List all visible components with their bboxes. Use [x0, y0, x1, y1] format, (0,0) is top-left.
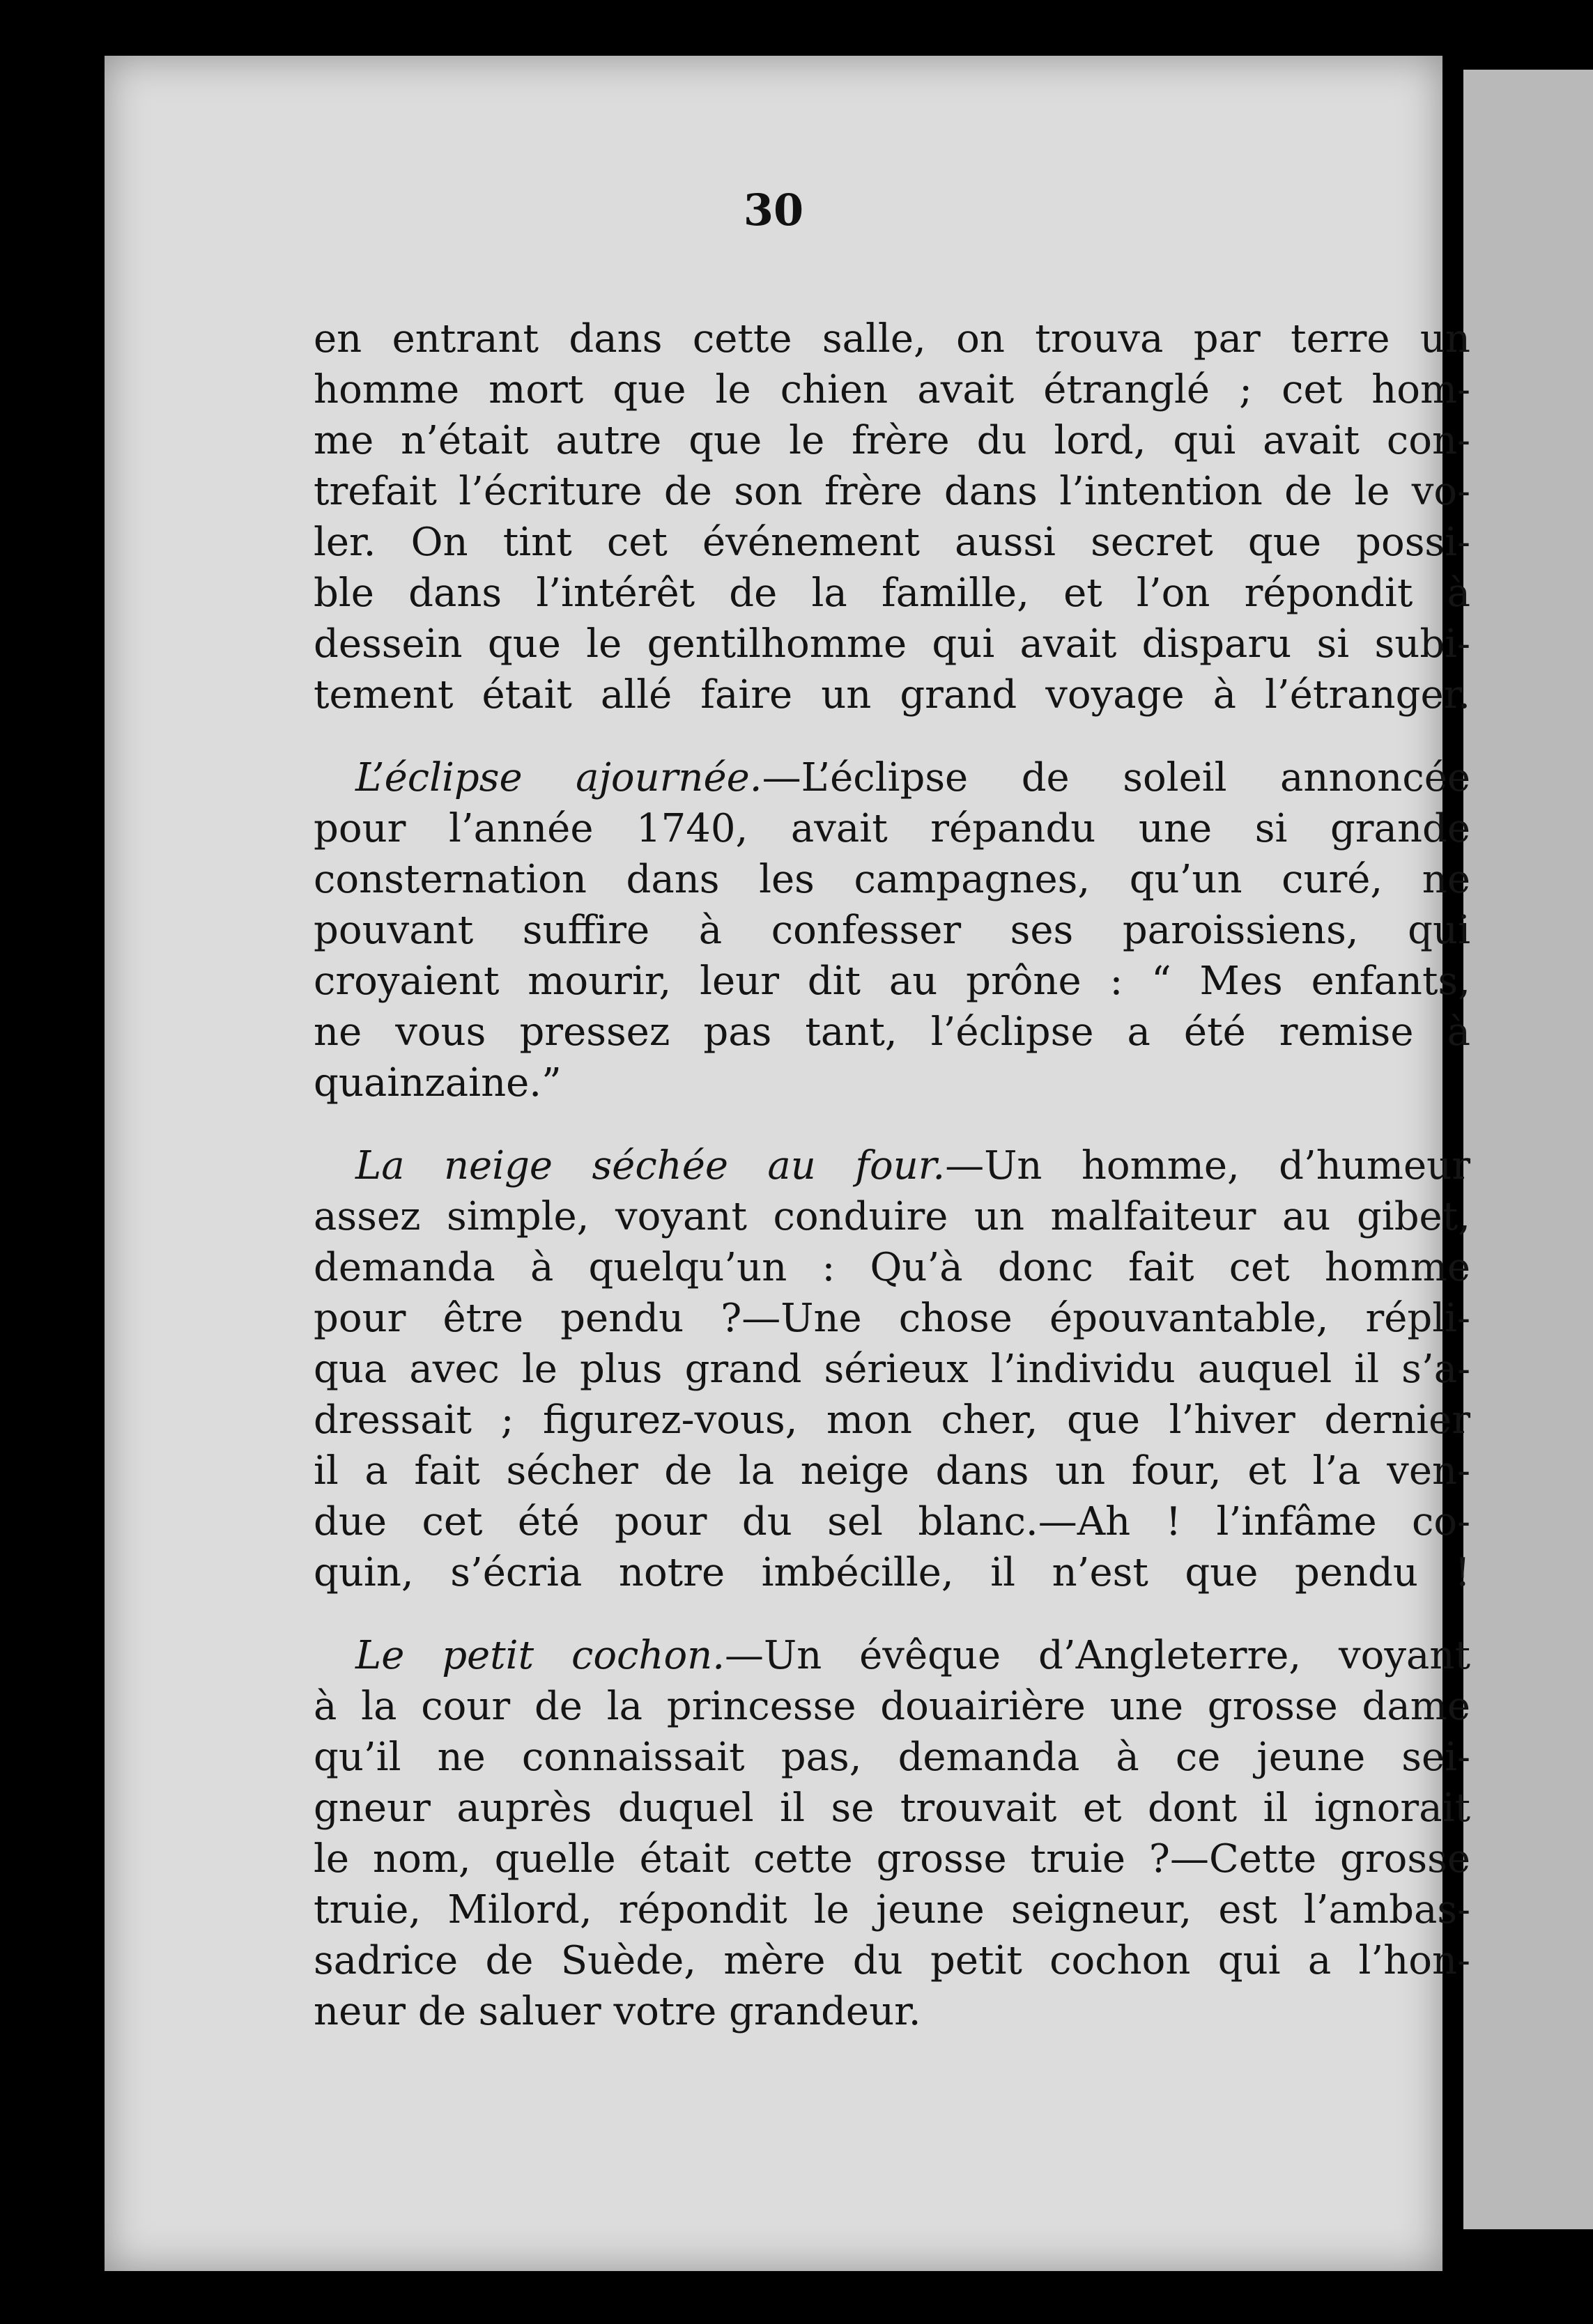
- adjacent-page-edge: [1463, 70, 1593, 2229]
- anecdote-eclipse: [314, 752, 1470, 1108]
- anecdote-first-line: [314, 752, 1470, 803]
- text-line: demanda à quelqu’un : Qu’à donc fait cet homme: [314, 1245, 1470, 1290]
- text-line: ne vous pressez pas tant, l’éclipse a été remise à: [314, 1009, 1470, 1055]
- text-line: tement était allé faire un grand voyage à l’étranger.: [314, 672, 1470, 718]
- text-line: pour l’année 1740, avait répandu une si grande: [314, 806, 1470, 851]
- anecdote-cochon: [314, 1630, 1470, 2037]
- text-line: à la cour de la princesse douairière une grosse dame: [314, 1684, 1470, 1729]
- page-number: 30: [743, 185, 804, 235]
- anecdote-first-line: [314, 1630, 1470, 1681]
- anecdote-opening: —Un homme, d’humeur: [945, 1143, 1470, 1188]
- text-line: me n’était autre que le frère du lord, qui avait con-: [314, 418, 1470, 463]
- text-line: croyaient mourir, leur dit au prône : “ Mes enfants,: [314, 959, 1470, 1004]
- anecdote-title: Le petit cochon.: [355, 1633, 725, 1678]
- text-line: en entrant dans cette salle, on trouva par terre un: [314, 316, 1470, 362]
- text-line: consternation dans les campagnes, qu’un curé, ne: [314, 857, 1470, 902]
- text-line: due cet été pour du sel blanc.—Ah ! l’infâme co-: [314, 1499, 1470, 1544]
- text-line: dressait ; figurez-vous, mon cher, que l’hiver dernier: [314, 1397, 1470, 1443]
- text-line: neur de saluer votre grandeur.: [314, 1989, 921, 2034]
- text-line: qu’il ne connaissait pas, demanda à ce jeune sei-: [314, 1735, 1470, 1780]
- text-line: quainzaine.”: [314, 1060, 562, 1106]
- text-line: sadrice de Suède, mère du petit cochon qui a l’hon-: [314, 1938, 1470, 1983]
- text-line: il a fait sécher de la neige dans un four, et l’a ven-: [314, 1448, 1470, 1494]
- text-line: ler. On tint cet événement aussi secret que possi-: [314, 520, 1470, 565]
- anecdote-title: La neige séchée au four.: [355, 1143, 946, 1188]
- text-line: assez simple, voyant conduire un malfaiteur au gibet,: [314, 1194, 1470, 1239]
- text-line: pouvant suffire à confesser ses paroissiens, qui: [314, 908, 1470, 953]
- anecdote-opening: —L’éclipse de soleil annoncée: [762, 755, 1470, 800]
- book-page: [105, 56, 1470, 2271]
- anecdote-neige: [314, 1140, 1470, 1598]
- page-text: [314, 313, 1470, 2037]
- text-line: ble dans l’intérêt de la famille, et l’on répondit à: [314, 571, 1470, 616]
- text-line: truie, Milord, répondit le jeune seigneur, est l’ambas-: [314, 1887, 1470, 1932]
- text-line: trefait l’écriture de son frère dans l’intention de le vo-: [314, 469, 1470, 514]
- text-line: quin, s’écria notre imbécille, il n’est que pendu !: [314, 1550, 1470, 1595]
- text-line: dessein que le gentilhomme qui avait disparu si subi-: [314, 621, 1470, 667]
- anecdote-title: L’éclipse ajournée.: [355, 755, 762, 800]
- paragraph-continuation: [314, 313, 1470, 720]
- text-line: qua avec le plus grand sérieux l’individu auquel il s’a-: [314, 1347, 1470, 1392]
- text-line: pour être pendu ?—Une chose épouvantable, répli-: [314, 1296, 1470, 1341]
- text-line: homme mort que le chien avait étranglé ; cet hom-: [314, 367, 1470, 412]
- anecdote-first-line: [314, 1140, 1470, 1191]
- text-line: gneur auprès duquel il se trouvait et dont il ignorait: [314, 1785, 1470, 1831]
- text-line: le nom, quelle était cette grosse truie ?—Cette grosse: [314, 1836, 1470, 1882]
- anecdote-opening: —Un évêque d’Angleterre, voyant: [725, 1633, 1470, 1678]
